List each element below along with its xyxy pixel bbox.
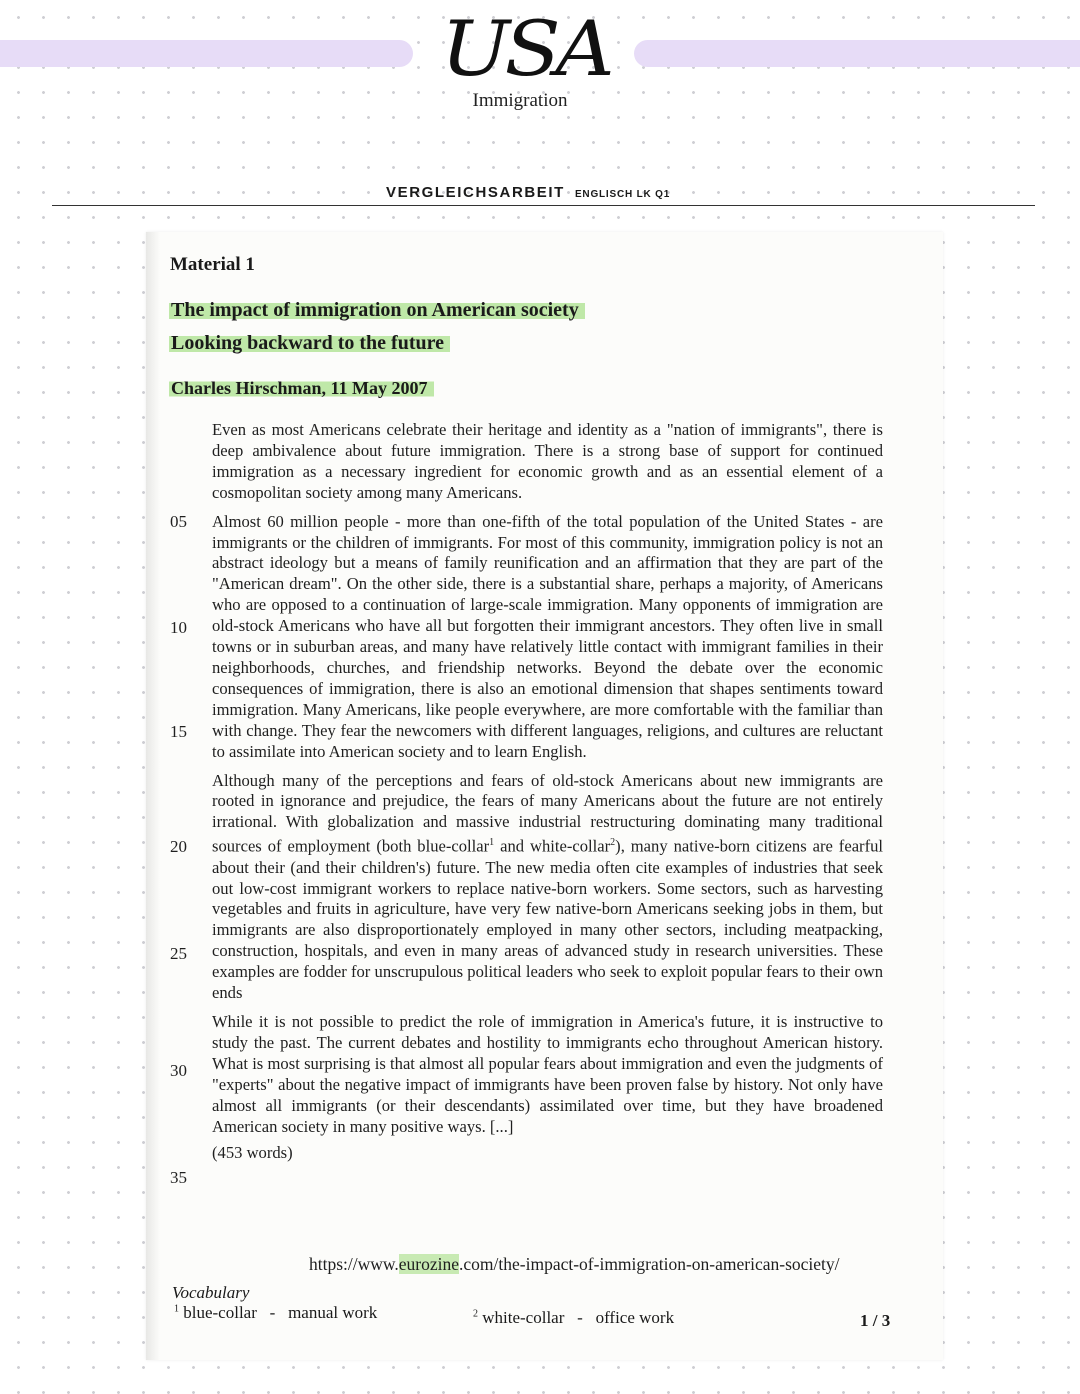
line-number: 10 — [170, 618, 187, 637]
paragraph-1: Even as most Americans celebrate their heritage and identity as a "nation of immigrants", there is deep ambivalence about future immigration. There is a strong base of support for continued immigration as a necessary ingredient for economic growth and as an essential element of a cosmopolitan society among many Americans. — [212, 420, 883, 502]
article-title-text: The impact of immigration on American society — [169, 299, 585, 321]
source-domain: eurozine — [398, 1254, 460, 1274]
material-label: Material 1 — [170, 254, 255, 275]
page-number: 1 / 3 — [860, 1311, 891, 1330]
vocab-meaning: office work — [595, 1308, 675, 1327]
line-number: 20 — [170, 837, 187, 856]
footnote-mark-1: 1 — [489, 837, 495, 849]
line-number: 05 — [170, 512, 187, 531]
source-suffix: .com/the-impact-of-immigration-on-american-society/ — [459, 1254, 840, 1274]
vocab-term: white-collar — [482, 1308, 565, 1327]
vocab-separator: - — [269, 1303, 276, 1322]
article-subtitle — [169, 332, 450, 355]
vocab-meaning: manual work — [288, 1303, 378, 1322]
source-prefix: https://www. — [309, 1254, 399, 1274]
header-title: VERGLEICHSARBEIT — [386, 184, 565, 201]
footnote-mark-2: 2 — [610, 837, 616, 849]
paragraph-3 — [212, 771, 883, 1005]
paragraph-3-part-b: and white-collar — [494, 836, 611, 856]
paragraph-4: While it is not possible to predict the role of immigration in America's future, it is instructive to study the past. The current debates and hostility to immigrants echo throughout American history. What is most surprising is that almost all popular fears about immigration and even the judgments of "experts" about the negative impact of immigrants have been proven false by history. Not only have almost all immigrants (or their descendants) assimilated over time, but they have broadened American society in many positive ways. [...] — [212, 1012, 883, 1136]
vocabulary-item-1 — [174, 1303, 377, 1323]
vocab-term: blue-collar — [183, 1303, 257, 1322]
paragraph-2: Almost 60 million people - more than one-fifth of the total population of the United States - are immigrants or the children of immigrants. For most of this community, immigration policy is not an abstract ideology but a means of family reunification and an affirmation that they are part of the "American dream". On the other side, there is a substantial share, perhaps a majority, of Americans who are opposed to a continuation of large-scale immigration. Many opponents of immigration are old-stock Americans who have all but forgotten their immigrant ancestors. They often live in small towns or in suburban areas, and many have relatively little contact with immigrant families in their neighborhoods, churches, and friendship networks. Beyond the debate over the economic consequences of immigration, there is also an emotional dimension that shapes sentiments toward immigration. Many Americans, like people everywhere, are more comfortable with the familiar than with change. They fear the newcomers with different languages, religions, and cultures are reluctant to assimilate into American society and to learn English. — [212, 511, 883, 761]
article-author — [169, 378, 434, 399]
article-subtitle-text: Looking backward to the future — [169, 332, 450, 354]
header-course: ENGLISCH LK Q1 — [574, 189, 671, 200]
worksheet-header — [386, 184, 670, 201]
vocab-number: 2 — [473, 1308, 478, 1320]
header-divider — [52, 205, 1035, 206]
line-number: 15 — [170, 722, 187, 741]
vocab-separator: - — [577, 1308, 583, 1327]
line-number: 25 — [170, 944, 187, 963]
decorative-banner-left — [0, 40, 413, 67]
vocab-number: 1 — [174, 1303, 179, 1315]
vocabulary-item-2 — [473, 1308, 674, 1328]
line-number: 35 — [170, 1168, 187, 1187]
article-title — [169, 299, 585, 322]
source-link[interactable] — [309, 1254, 840, 1275]
logo-subtitle: Immigration — [472, 90, 568, 111]
article-body — [212, 420, 883, 1164]
article-author-text: Charles Hirschman, 11 May 2007 — [169, 378, 434, 398]
vocabulary-title: Vocabulary — [172, 1283, 250, 1302]
line-number: 30 — [170, 1061, 187, 1080]
paragraph-3-part-c: ), many native-born citizens are fearful about their (and their children's) future. The new media often cite examples of industries that seek out low-cost immigrant workers to replace native-born workers. Some sectors, such as harvesting vegetables and fruits in agriculture, have very few native-born Americans seeking jobs in them, but immigrants are also disproportionately employed in many other sectors, including meatpacking, construction, hospitals, and even in many areas of advanced study in research universities. These examples are fodder for unscrupulous political leaders who seek to exploit popular fears to their own ends — [212, 836, 884, 1003]
paragraph-3-part-a: Although many of the perceptions and fears of old-stock Americans about new immigrants are rooted in ignorance and prejudice, the fears of many Americans about the future are not entirely irrational. With globalization and massive industrial restructuring dominating many traditional sources of employment (both blue-collar — [212, 770, 883, 856]
logo-title: USA — [440, 4, 610, 93]
word-count: (453 words) — [212, 1143, 293, 1163]
decorative-banner-right — [634, 40, 1080, 67]
